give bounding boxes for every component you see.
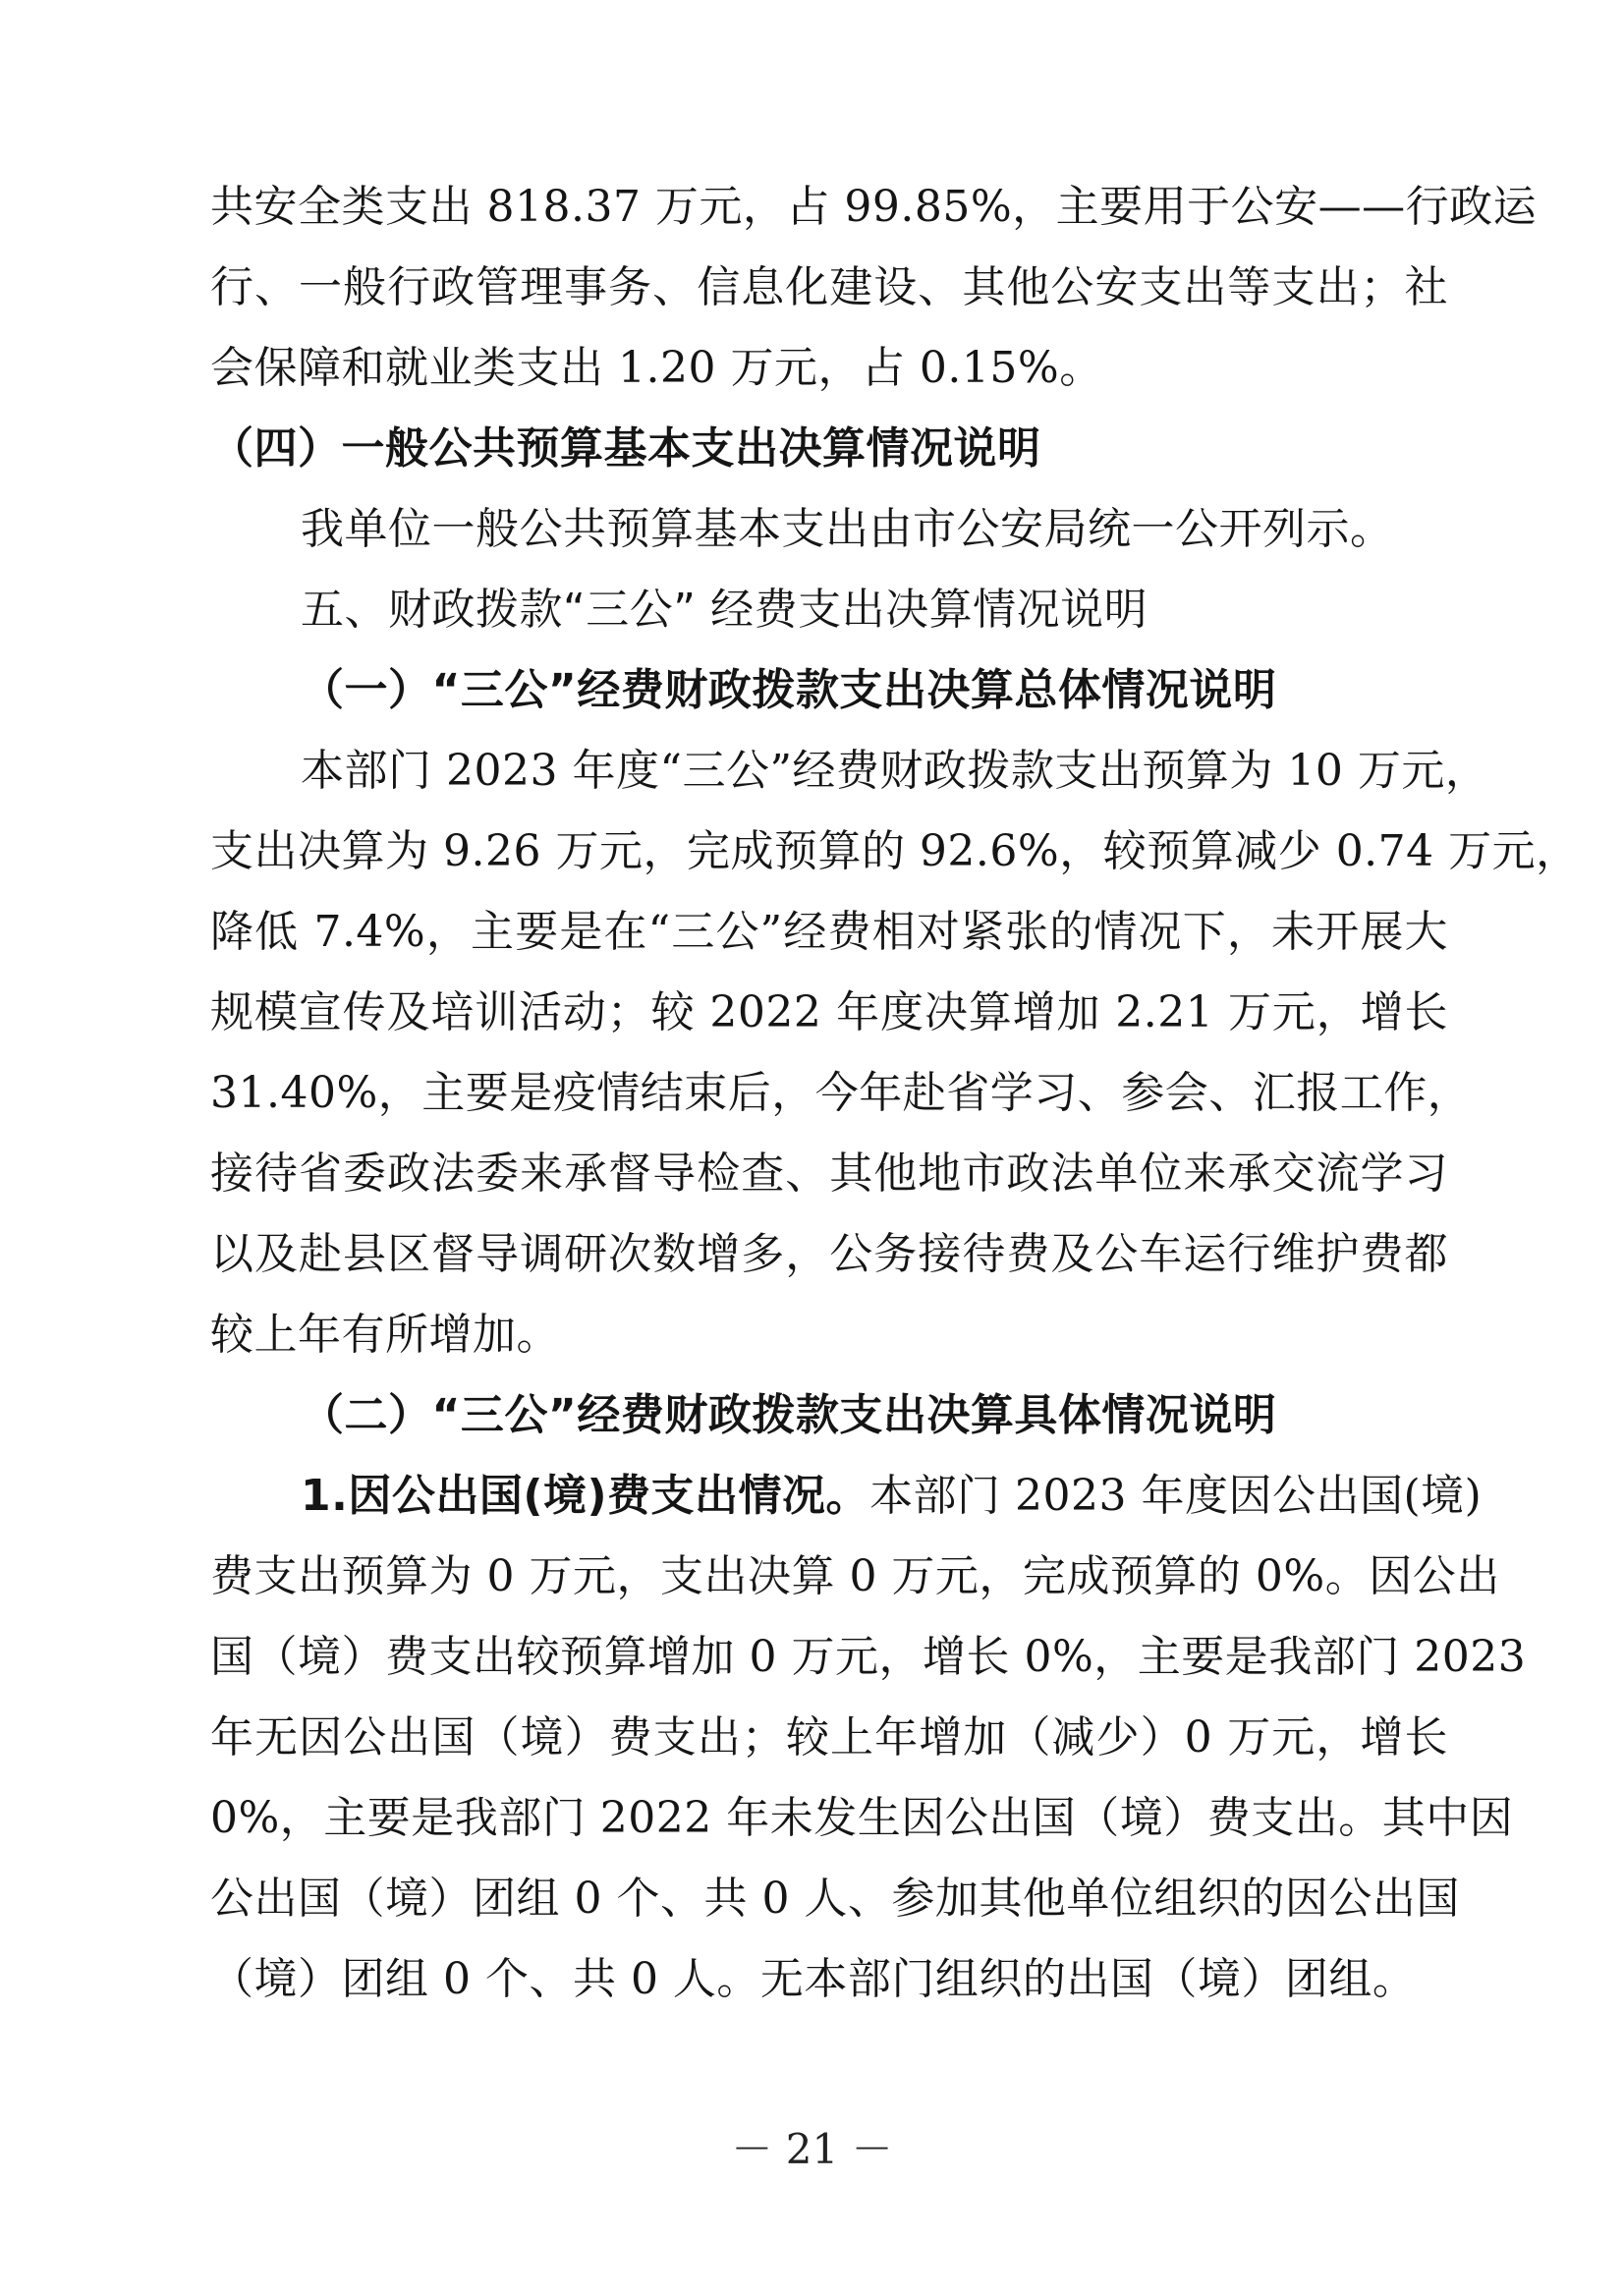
section-heading: （一）“三公”经费财政拨款支出决算总体情况说明 xyxy=(301,665,1277,715)
paragraph-line: 我单位一般公共预算基本支出由市公安局统一公开列示。 xyxy=(301,504,1394,554)
paragraph-line: 公出国（境）团组 0 个、共 0 人、参加其他单位组织的因公出国 xyxy=(210,1874,1460,1924)
paragraph-line: 共安全类支出 818.37 万元，占 99.85%，主要用于公安——行政运 xyxy=(210,182,1538,232)
paragraph-line: 接待省委政法委来承督导检查、其他地市政法单位来承交流学习 xyxy=(210,1148,1448,1199)
paragraph-line: 会保障和就业类支出 1.20 万元，占 0.15%。 xyxy=(210,343,1103,393)
paragraph-continuation: 本部门 2023 年度因公出国(境) xyxy=(869,1471,1483,1521)
paragraph-line: 支出决算为 9.26 万元，完成预算的 92.6%，较预算减少 0.74 万元， xyxy=(210,826,1580,876)
paragraph-lead: 1.因公出国(境)费支出情况。 xyxy=(301,1471,870,1521)
paragraph-line: 费支出预算为 0 万元，支出决算 0 万元，完成预算的 0%。因公出 xyxy=(210,1551,1500,1601)
paragraph-line: 规模宣传及培训活动；较 2022 年度决算增加 2.21 万元，增长 xyxy=(210,987,1448,1037)
paragraph-line: 国（境）费支出较预算增加 0 万元，增长 0%，主要是我部门 2023 xyxy=(210,1632,1527,1682)
section-heading: （四）一般公共预算基本支出决算情况说明 xyxy=(210,423,1041,474)
paragraph-line: 31.40%，主要是疫情结束后，今年赴省学习、参会、汇报工作， xyxy=(210,1068,1472,1118)
page-number: － 21 － xyxy=(731,2125,893,2173)
paragraph-line-with-lead xyxy=(301,1468,1483,1525)
paragraph-line: 以及赴县区督导调研次数增多，公务接待费及公车运行维护费都 xyxy=(210,1229,1448,1279)
paragraph-line: 本部门 2023 年度“三公”经费财政拨款支出预算为 10 万元， xyxy=(301,746,1489,796)
paragraph-line: 年无因公出国（境）费支出；较上年增加（减少）0 万元，增长 xyxy=(210,1712,1448,1763)
chapter-heading: 五、财政拨款“三公” 经费支出决算情况说明 xyxy=(301,585,1148,635)
paragraph-line: 较上年有所增加。 xyxy=(210,1310,560,1360)
paragraph-line: （境）团组 0 个、共 0 人。无本部门组织的出国（境）团组。 xyxy=(210,1954,1417,2004)
paragraph-line: 0%，主要是我部门 2022 年未发生因公出国（境）费支出。其中因 xyxy=(210,1793,1514,1843)
section-heading: （二）“三公”经费财政拨款支出决算具体情况说明 xyxy=(301,1390,1277,1440)
paragraph-line: 行、一般行政管理事务、信息化建设、其他公安支出等支出；社 xyxy=(210,262,1448,312)
paragraph-line: 降低 7.4%，主要是在“三公”经费相对紧张的情况下，未开展大 xyxy=(210,907,1448,957)
